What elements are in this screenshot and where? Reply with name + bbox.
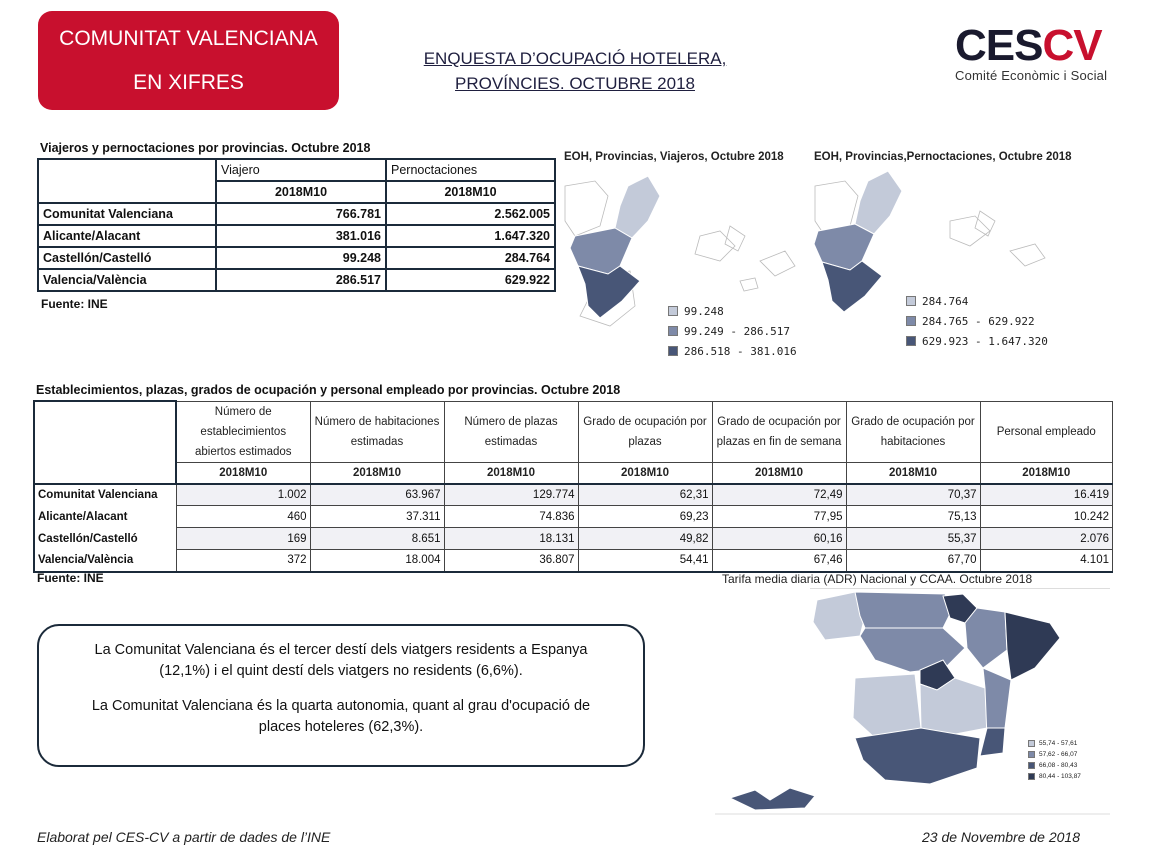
table-row — [38, 203, 555, 225]
col-header-pernoctaciones: Pernoctaciones — [386, 159, 555, 181]
table-cell: 36.807 — [444, 550, 578, 572]
table-row — [34, 528, 1113, 550]
row-label: Comunitat Valenciana — [34, 484, 176, 506]
establishments-table-corner — [34, 401, 176, 484]
table-cell: 37.311 — [310, 506, 444, 528]
row-label: Valencia/València — [38, 269, 216, 291]
logo-ces: CES — [955, 21, 1043, 70]
period-cell: 2018M10 — [980, 462, 1113, 484]
castilla-leon-region — [860, 628, 965, 672]
logo-wordmark — [955, 22, 1115, 70]
table-row — [38, 225, 555, 247]
legend-swatch — [1028, 740, 1035, 747]
adr-map-title: Tarifa media diaria (ADR) Nacional y CCAA. Octubre 2018 — [722, 572, 1033, 586]
table-cell: 49,82 — [578, 528, 712, 550]
title-badge — [38, 11, 339, 110]
table-cell: 129.774 — [444, 484, 578, 506]
catalonia-region — [1005, 612, 1060, 680]
period-pernoctaciones: 2018M10 — [386, 181, 555, 203]
legend-item — [668, 341, 797, 361]
legend-swatch — [668, 326, 678, 336]
table-cell: 460 — [176, 506, 310, 528]
note-paragraph-1: La Comunitat Valenciana és el tercer destí dels viatgers residents a Espanya (12,1%) i el quint destí dels viatgers no residents (6,6%). — [94, 642, 588, 679]
period-cell: 2018M10 — [310, 462, 444, 484]
row-label: Alicante/Alacant — [34, 506, 176, 528]
table-cell: 8.651 — [310, 528, 444, 550]
table-cell: 63.967 — [310, 484, 444, 506]
table-row — [34, 484, 1113, 506]
table-cell: 16.419 — [980, 484, 1113, 506]
ces-cv-logo — [955, 22, 1115, 92]
legend-swatch — [1028, 751, 1035, 758]
cell-pernoctaciones: 2.562.005 — [386, 203, 555, 225]
table-cell: 54,41 — [578, 550, 712, 572]
travellers-table-corner — [38, 159, 216, 203]
table-cell: 4.101 — [980, 550, 1113, 572]
col-header-habitaciones: Número de habitaciones estimadas — [310, 401, 444, 462]
legend-item — [906, 291, 1048, 311]
legend-label: 286.518 - 381.016 — [684, 344, 797, 358]
table-cell: 10.242 — [980, 506, 1113, 528]
cell-viajero: 99.248 — [216, 247, 386, 269]
col-header-ocupacion-fin-semana: Grado de ocupación por plazas en fin de semana — [712, 401, 846, 462]
col-header-personal: Personal empleado — [980, 401, 1113, 462]
table-cell: 67,46 — [712, 550, 846, 572]
col-header-viajero: Viajero — [216, 159, 386, 181]
table-cell: 74.836 — [444, 506, 578, 528]
pernoctaciones-legend — [906, 291, 1048, 351]
row-label: Alicante/Alacant — [38, 225, 216, 247]
establishments-table — [33, 400, 1113, 573]
summary-note — [37, 624, 645, 767]
table1-title: Viajeros y pernoctaciones por provincias. Octubre 2018 — [40, 141, 371, 155]
pernoctaciones-map-title: EOH, Provincias,Pernoctaciones, Octubre 2018 — [814, 151, 1072, 163]
legend-label: 284.764 — [922, 294, 969, 308]
alicante-region — [822, 261, 882, 312]
legend-swatch — [668, 346, 678, 356]
period-cell: 2018M10 — [846, 462, 980, 484]
col-header-ocupacion-habitaciones: Grado de ocupación por habitaciones — [846, 401, 980, 462]
table-cell: 72,49 — [712, 484, 846, 506]
table-cell: 60,16 — [712, 528, 846, 550]
legend-label: 66,08 - 80,43 — [1039, 762, 1078, 769]
legend-item — [906, 331, 1048, 351]
castellon-region — [855, 171, 902, 234]
badge-line-2: EN XIFRES — [133, 70, 244, 94]
canary-islands-region — [730, 788, 815, 810]
col-header-establecimientos: Número de establecimientos abiertos estimados — [176, 401, 310, 462]
legend-swatch — [906, 316, 916, 326]
alicante-region — [578, 266, 640, 318]
legend-label: 80,44 - 103,87 — [1039, 773, 1081, 780]
murcia-region — [980, 728, 1005, 756]
table-cell: 2.076 — [980, 528, 1113, 550]
cell-viajero: 286.517 — [216, 269, 386, 291]
legend-item — [906, 311, 1048, 331]
row-label: Castellón/Castelló — [34, 528, 176, 550]
legend-item — [668, 321, 797, 341]
period-cell: 2018M10 — [176, 462, 310, 484]
legend-swatch — [1028, 773, 1035, 780]
legend-label: 629.923 - 1.647.320 — [922, 334, 1048, 348]
table-row — [34, 550, 1113, 572]
islands-outline — [740, 251, 795, 291]
cell-pernoctaciones: 1.647.320 — [386, 225, 555, 247]
andalusia-region — [855, 728, 980, 784]
row-label: Comunitat Valenciana — [38, 203, 216, 225]
extremadura-region — [853, 674, 921, 738]
table-row — [34, 506, 1113, 528]
document-title-line-1: ENQUESTA D’OCUPACIÓ HOTELERA, — [423, 49, 727, 68]
cell-pernoctaciones: 284.764 — [386, 247, 555, 269]
table-cell: 1.002 — [176, 484, 310, 506]
table-cell: 169 — [176, 528, 310, 550]
document-title-line-2: PROVÍNCIES. OCTUBRE 2018 — [455, 74, 695, 93]
cell-pernoctaciones: 629.922 — [386, 269, 555, 291]
table-row — [38, 269, 555, 291]
legend-item — [1028, 760, 1081, 771]
table-cell: 75,13 — [846, 506, 980, 528]
period-cell: 2018M10 — [444, 462, 578, 484]
badge-line-1: COMUNITAT VALENCIANA — [59, 26, 318, 50]
logo-cv: CV — [1042, 21, 1102, 70]
table-cell: 372 — [176, 550, 310, 572]
table-cell: 77,95 — [712, 506, 846, 528]
note-paragraph-2: La Comunitat Valenciana és la quarta autonomia, quant al grau d'ocupació de places hoteleres (62,3%). — [91, 698, 591, 735]
legend-label: 99.249 - 286.517 — [684, 324, 790, 338]
table-cell: 67,70 — [846, 550, 980, 572]
table-cell: 69,23 — [578, 506, 712, 528]
footer-date: 23 de Novembre de 2018 — [922, 829, 1080, 845]
adr-legend — [1028, 738, 1081, 782]
establishments-header-row — [34, 401, 1113, 462]
cell-viajero: 766.781 — [216, 203, 386, 225]
col-header-plazas: Número de plazas estimadas — [444, 401, 578, 462]
viajeros-map-title: EOH, Provincias, Viajeros, Octubre 2018 — [564, 151, 784, 163]
table2-title: Establecimientos, plazas, grados de ocupación y personal empleado por provincias. Octubre 2018 — [36, 383, 621, 397]
legend-item — [1028, 738, 1081, 749]
castellon-region — [615, 176, 660, 238]
period-cell: 2018M10 — [578, 462, 712, 484]
legend-item — [668, 301, 797, 321]
period-viajero: 2018M10 — [216, 181, 386, 203]
table-cell: 62,31 — [578, 484, 712, 506]
logo-subtitle: Comité Econòmic i Social — [955, 68, 1108, 83]
establishments-period-row — [34, 462, 1113, 484]
legend-label: 99.248 — [684, 304, 724, 318]
legend-item — [1028, 771, 1081, 782]
legend-label: 55,74 - 57,61 — [1039, 740, 1078, 747]
travellers-table — [37, 158, 556, 292]
footer-credit: Elaborat pel CES-CV a partir de dades de l’INE — [37, 829, 331, 845]
legend-swatch — [906, 336, 916, 346]
table-cell: 18.131 — [444, 528, 578, 550]
table-cell: 55,37 — [846, 528, 980, 550]
period-cell: 2018M10 — [712, 462, 846, 484]
row-label: Valencia/València — [34, 550, 176, 572]
table2-source: Fuente: INE — [37, 571, 104, 585]
legend-item — [1028, 749, 1081, 760]
navarra-aragon-region — [965, 608, 1007, 668]
legend-swatch — [1028, 762, 1035, 769]
legend-label: 57,62 - 66,07 — [1039, 751, 1078, 758]
travellers-table-header-row — [38, 159, 555, 181]
table-cell: 70,37 — [846, 484, 980, 506]
legend-swatch — [668, 306, 678, 316]
table-cell: 18.004 — [310, 550, 444, 572]
viajeros-legend — [668, 301, 797, 361]
table1-source: Fuente: INE — [41, 297, 108, 311]
legend-swatch — [906, 296, 916, 306]
col-header-ocupacion-plazas: Grado de ocupación por plazas — [578, 401, 712, 462]
document-title — [390, 46, 760, 96]
cantabrian-regions — [855, 592, 953, 628]
cell-viajero: 381.016 — [216, 225, 386, 247]
row-label: Castellón/Castelló — [38, 247, 216, 269]
table-row — [38, 247, 555, 269]
legend-label: 284.765 - 629.922 — [922, 314, 1035, 328]
